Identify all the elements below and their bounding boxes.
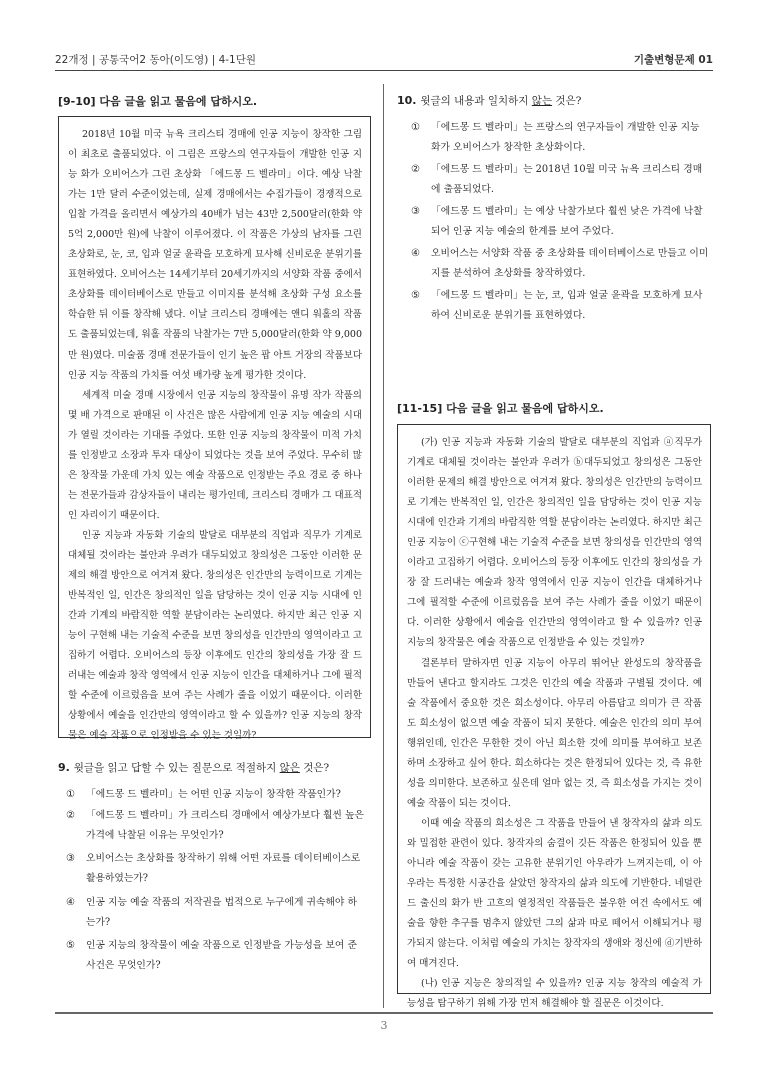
q10-option-4[interactable]: ④ 오비어스는 서양화 작품 중 초상화를 데이터베이스로 만들고 이미지를 분석하여 초상화를 창작하였다. <box>411 248 709 279</box>
section-heading-11-15: [11-15] 다음 글을 읽고 물음에 답하시오. <box>397 402 604 415</box>
question-stem: 윗글을 읽고 답할 수 있는 질문으로 적절하지 않은 것은? <box>73 762 330 774</box>
passage-paragraph: 이때 예술 작품의 희소성은 그 작품을 만들어 낸 창작자의 삶과 의도와 밀접한 관련이 있다. 창작자의 숨결이 깃든 작품은 한정되어 있을 뿐 아니라 예술 작품이 갖는 고유한 분위기인 아우라가 느껴지는데, 이 아우라는 특정한 시공간을 살았던 창작자의 삶과 의도에 기반한다. 네덜란드 출신의 화가 반 고흐의 열정적인 작품들은 불우한 여건 속에서도 예술을 향한 추구를 멈추지 않았던 그의 삶과 따로 떼어서 이해되거나 평가되지 않는다. 이처럼 예술의 가치는 창작자의 생애와 정신에 ⓓ기반하여 매겨진다. <box>407 817 702 970</box>
question-number: 10. <box>397 94 417 107</box>
q10-option-3[interactable]: ③ 「에드몽 드 벨라미」는 예상 낙찰가보다 훨씬 낮은 가격에 낙찰되어 인공 지능 예술의 한계를 보여 주었다. <box>411 206 703 237</box>
q9-option-1[interactable]: ① 「에드몽 드 벨라미」는 어떤 인공 지능이 창작한 작품인가? <box>66 789 341 800</box>
section-heading-9-10: [9-10] 다음 글을 읽고 물음에 답하시오. <box>58 95 258 108</box>
q9-option-4[interactable]: ④ 인공 지능 예술 작품의 저작권을 법적으로 누구에게 귀속해야 하는가? <box>66 897 357 928</box>
header-doc-label: 기출변형문제 01 <box>633 54 713 66</box>
q10-option-2[interactable]: ② 「에드몽 드 벨라미」는 2018년 10월 미국 뉴욕 크리스티 경매에 출품되었다. <box>411 164 703 195</box>
passage-paragraph: 인공 지능과 자동화 기술의 발달로 대부분의 직업과 직무가 기계로 대체될 것이라는 불안과 우려가 대두되었고 창의성은 그동안 이러한 문제의 해결 방안으로 여겨져 왔다. 창의성은 인간만의 능력이므로 기계는 반복적인 일, 인간은 창의적인 일을 담당하는 것이 인공 지능 시대에 인간과 기계의 바람직한 역할 분담이라는 논리였다. 하지만 최근 인공 지능이 구현해 내는 기술적 수준을 보면 창의성을 인간만의 영역이라고 고집하기 어렵다. 오비어스의 등장 이후에도 인간의 창의성을 가장 잘 드러내는 예술과 창작 영역에서 인공 지능이 인간을 대체하거나 그에 필적할 수준에 이르렀음을 보여 주는 사례가 줄을 이었기 때문이다. 이러한 상황에서 예술을 인간만의 영역이라고 할 수 있을까? 인공 지능의 창작물은 예술 작품으로 인정받을 수 있는 것일까? <box>68 529 362 742</box>
page-header <box>55 52 713 70</box>
question-number: 9. <box>58 761 70 774</box>
q9-option-3[interactable]: ③ 오비어스는 초상화를 창작하기 위해 어떤 자료를 데이터베이스로 활용하였는가? <box>66 853 361 884</box>
q9-option-5[interactable]: ⑤ 인공 지능의 창작물이 예술 작품으로 인정받을 가능성을 보여 준 사건은 무엇인가? <box>66 940 357 971</box>
passage-paragraph: 세계적 미술 경매 시장에서 인공 지능의 창작물이 유명 작가 작품의 몇 배 가격으로 판매된 이 사건은 많은 사람에게 인공 지능 예술의 시대가 열릴 것이라는 기대를 주었다. 또한 인공 지능의 창작물이 미적 가치를 인정받고 소장과 투자 대상이 되었다는 것을 보여 주었다. 무수히 많은 창작물 가운데 가치 있는 예술 작품으로 인정받는 주요 경로 중 하나는 전문가들과 감상자들이 내리는 평가인데, 크리스티 경매가 그 대표적인 자리이기 때문이다. <box>68 389 362 521</box>
q9-option-2[interactable]: ② 「에드몽 드 벨라미」가 크리스티 경매에서 예상가보다 훨씬 높은 가격에 낙찰된 이유는 무엇인가? <box>66 810 364 841</box>
header-rule <box>55 70 713 71</box>
question-10-title <box>397 93 581 108</box>
q10-option-5[interactable]: ⑤ 「에드몽 드 벨라미」는 눈, 코, 입과 얼굴 윤곽을 모호하게 묘사하여 신비로운 분위기를 표현하였다. <box>411 290 703 321</box>
q10-option-1[interactable]: ① 「에드몽 드 벨라미」는 프랑스의 연구자들이 개발한 인공 지능 화가 오비어스가 창작한 초상화이다. <box>411 122 700 153</box>
column-divider <box>383 84 384 1008</box>
question-stem: 윗글의 내용과 일치하지 않는 것은? <box>420 95 582 107</box>
passage-paragraph: 결론부터 말하자면 인공 지능이 아무리 뛰어난 완성도의 창작품을 만들어 낸다고 할지라도 그것은 인간의 예술 작품과 구별될 것이다. 예술 작품에서 중요한 것은 희소성이다. 아무리 아름답고 의미가 큰 작품도 희소성이 없으면 예술 작품이 되지 못한다. 예술은 인간의 의미 부여 행위인데, 인간은 무한한 것이 아닌 희소한 것에 의미를 부여하고 보존하며 소장하고 싶어 한다. 희소하다는 것은 한정되어 있다는 것, 즉 유한성을 의미한다. 보존하고 싶은데 얼마 없는 것, 즉 희소성을 가지는 것이 예술 작품이 되는 것이다. <box>407 657 702 809</box>
passage-paragraph: (가) 인공 지능과 자동화 기술의 발달로 대부분의 직업과 ⓐ직무가 기계로 대체될 것이라는 불안과 우려가 ⓑ대두되었고 창의성은 그동안 이러한 문제의 해결 방안으로 여겨져 왔다. 창의성은 인간만의 능력이므로 기계는 반복적인 일, 인간은 창의적인 일을 담당하는 것이 인공 지능 시대에 인간과 기계의 바람직한 역할 분담이라는 논리였다. 하지만 최근 인공 지능이 ⓒ구현해 내는 기술적 수준을 보면 창의성을 인간만의 영역이라고 고집하기 어렵다. 오비어스의 등장 이후에도 인간의 창의성을 가장 잘 드러내는 예술과 창작 영역에서 인공 지능이 인간을 대체하거나 그에 필적할 수준에 이르렀음을 보여 주는 사례가 줄을 이었기 때문이다. 이러한 상황에서 예술을 인간만의 영역이라고 할 수 있을까? 인공 지능의 창작물은 예술 작품으로 인정받을 수 있는 것일까? <box>407 437 702 649</box>
passage-box-9-10 <box>58 116 371 742</box>
passage-paragraph: (나) 인공 지능은 창의적일 수 있을까? 인공 지능 창작의 예술적 가능성을 탐구하기 위해 가장 먼저 해결해야 할 질문은 이것이다. <box>407 978 702 1010</box>
question-9-title <box>58 760 329 775</box>
passage-box-11-15 <box>397 424 711 1010</box>
page-number: 3 <box>380 1019 388 1032</box>
header-course-info: 22개정 | 공통국어2 동아(이도영) | 4-1단원 <box>55 54 257 66</box>
passage-paragraph: 2018년 10월 미국 뉴욕 크리스티 경매에 인공 지능이 창작한 그림이 최초로 출품되었다. 이 그림은 프랑스의 연구자들이 개발한 인공 지능 화가 오비어스가 그린 초상화 「에드몽 드 벨라미」이다. 예상 낙찰가는 1만 달러 수준이었는데, 실제 경매에서는 수집가들이 경쟁적으로 입찰 가격을 올리면서 예상가의 40배가 넘는 43만 2,500달러(한화 약 5억 2,000만 원)에 낙찰이 이루어졌다. 이 작품은 가상의 남자를 그린 초상화로, 눈, 코, 입과 얼굴 윤곽을 모호하게 묘사해 신비로운 분위기를 표현하였다. 오비어스는 14세기부터 20세기까지의 서양화 작품 중에서 초상화를 데이터베이스로 만들고 이미지를 분석해 초상화 구성 요소를 학습한 뒤 이를 창작해 냈다. 이날 크리스티 경매에는 앤디 워홀의 작품도 출품되었는데, 워홀 작품의 낙찰가는 7만 5,000달러(한화 약 9,000만 원)였다. 미술품 경매 전문가들이 인기 높은 팝 아트 거장의 작품보다 인공 지능 작품의 가치를 여섯 배가량 높게 평가한 것이다. <box>68 129 362 381</box>
footer-rule <box>55 1012 713 1014</box>
